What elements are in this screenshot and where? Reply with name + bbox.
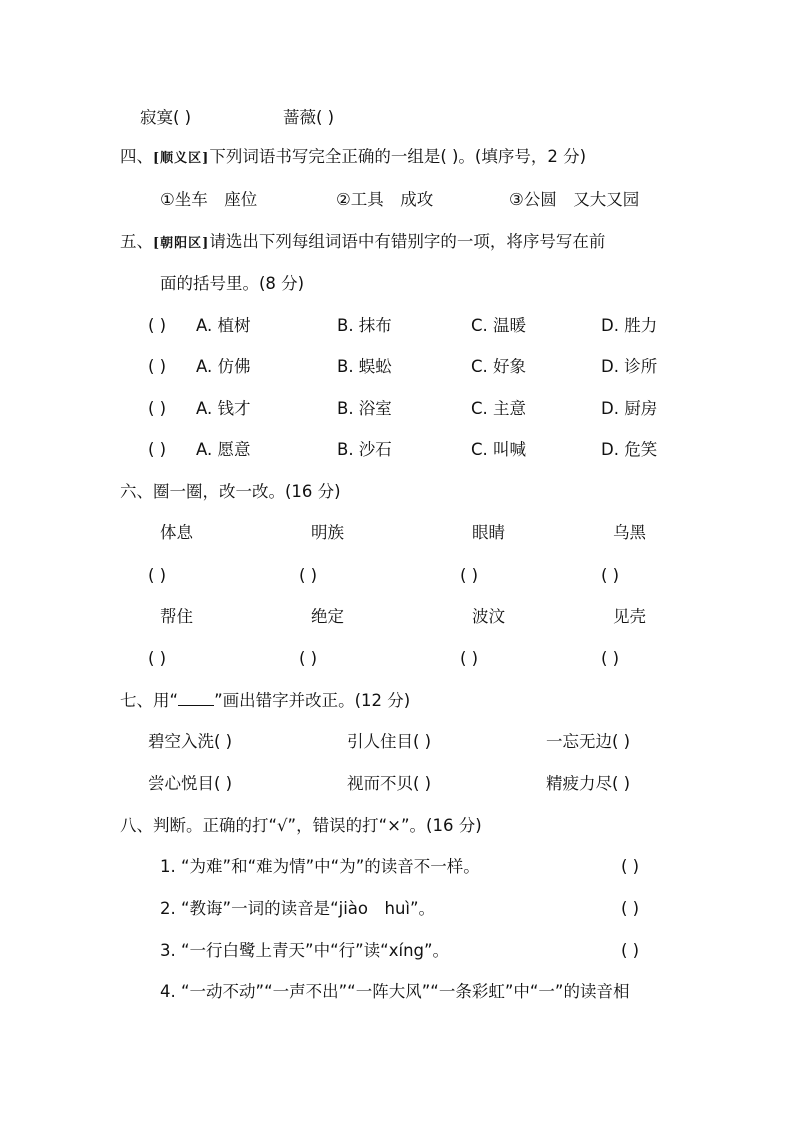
q7-bracket[interactable]: ( ) xyxy=(214,774,233,793)
question-8: 八、判断。正确的打“√”，错误的打“×”。(16 分) xyxy=(120,816,482,835)
q7-item xyxy=(148,773,232,795)
question-text: 下列词语书写完全正确的一组是( )。(填序号，2 分) xyxy=(209,147,587,166)
q7-bracket[interactable]: ( ) xyxy=(612,774,631,793)
option-c: C. 温暖 xyxy=(471,316,527,335)
option-b: B. 沙石 xyxy=(337,440,392,459)
district-tag: [朝阳区] xyxy=(153,236,210,251)
q3-bracket-1[interactable]: ( ) xyxy=(173,108,192,127)
question-number: 五、 xyxy=(120,232,153,251)
district-tag: [顺义区] xyxy=(153,151,210,166)
q6-word: 帮住 xyxy=(160,607,193,626)
q7-word: 精疲力尽 xyxy=(546,774,612,793)
q6-bracket[interactable]: ( ) xyxy=(601,649,620,668)
q8-bracket[interactable]: ( ) xyxy=(621,899,640,918)
q7-item xyxy=(546,731,630,753)
option-d: D. 胜力 xyxy=(601,316,658,335)
option-b: B. 浴室 xyxy=(337,399,392,418)
option-c: C. 好象 xyxy=(471,357,527,376)
q6-word: 波汶 xyxy=(472,607,505,626)
q7-item xyxy=(347,773,431,795)
q6-bracket[interactable]: ( ) xyxy=(148,566,167,585)
q7-word: 视而不贝 xyxy=(347,774,413,793)
q6-word: 绝定 xyxy=(311,607,344,626)
q8-bracket[interactable]: ( ) xyxy=(621,941,640,960)
q6-word: 体息 xyxy=(160,523,193,542)
option-d: D. 危笑 xyxy=(601,440,658,459)
q7-bracket[interactable]: ( ) xyxy=(413,732,432,751)
answer-bracket[interactable]: ( ) xyxy=(148,357,167,376)
q3-word-1: 寂寞 xyxy=(140,108,173,127)
q6-word: 明族 xyxy=(311,523,344,542)
q6-bracket[interactable]: ( ) xyxy=(460,566,479,585)
q7-bracket[interactable]: ( ) xyxy=(214,732,233,751)
option-b: B. 蜈蚣 xyxy=(337,357,392,376)
question-text-prefix: 七、用“ xyxy=(120,691,179,710)
option-d: D. 厨房 xyxy=(601,399,658,418)
q6-bracket[interactable]: ( ) xyxy=(601,566,620,585)
q8-statement: 4. “一动不动”“一声不出”“一阵大风”“一条彩虹”中“一”的读音相 xyxy=(160,982,630,1001)
option-b: B. 抹布 xyxy=(337,316,392,335)
question-text-suffix: ”画出错字并改正。(12 分) xyxy=(214,691,411,710)
q3-word-2: 蔷薇 xyxy=(283,108,316,127)
option-a: A. 植树 xyxy=(196,316,251,335)
q7-word: 引人住目 xyxy=(347,732,413,751)
q6-bracket[interactable]: ( ) xyxy=(299,566,318,585)
question-6: 六、圈一圈，改一改。(16 分) xyxy=(120,482,341,501)
question-text-line1: 请选出下列每组词语中有错别字的一项，将序号写在前 xyxy=(209,232,606,251)
q8-statement: 1. “为难”和“难为情”中“为”的读音不一样。 xyxy=(160,857,480,876)
option-a: A. 愿意 xyxy=(196,440,251,459)
q4-option-2: ②工具 成攻 xyxy=(336,190,434,209)
option-c: C. 主意 xyxy=(471,399,527,418)
q3-bracket-2[interactable]: ( ) xyxy=(316,108,335,127)
q4-option-1: ①坐车 座位 xyxy=(160,190,258,209)
q4-option-3: ③公圆 又大又园 xyxy=(509,190,640,209)
question-5 xyxy=(120,231,605,255)
question-4 xyxy=(120,146,586,170)
answer-bracket[interactable]: ( ) xyxy=(148,399,167,418)
q8-statement: 2. “教诲”一词的读音是“jiào huì”。 xyxy=(160,899,436,918)
q7-item xyxy=(546,773,630,795)
q7-item xyxy=(347,731,431,753)
option-c: C. 叫喊 xyxy=(471,440,527,459)
question-number: 四、 xyxy=(120,147,153,166)
q7-item xyxy=(148,731,232,753)
q6-bracket[interactable]: ( ) xyxy=(299,649,318,668)
q6-word: 眼睛 xyxy=(472,523,505,542)
q6-bracket[interactable]: ( ) xyxy=(148,649,167,668)
q8-statement: 3. “一行白鹭上青天”中“行”读“xíng”。 xyxy=(160,941,450,960)
q7-word: 一忘无边 xyxy=(546,732,612,751)
question-5-line2: 面的括号里。(8 分) xyxy=(160,274,305,293)
q3-item-silence xyxy=(140,107,191,129)
q6-bracket[interactable]: ( ) xyxy=(460,649,479,668)
q8-bracket[interactable]: ( ) xyxy=(621,857,640,876)
q3-item-rose xyxy=(283,107,334,129)
option-a: A. 钱才 xyxy=(196,399,251,418)
q7-word: 尝心悦目 xyxy=(148,774,214,793)
q7-bracket[interactable]: ( ) xyxy=(612,732,631,751)
answer-bracket[interactable]: ( ) xyxy=(148,440,167,459)
q7-word: 碧空入洗 xyxy=(148,732,214,751)
q7-bracket[interactable]: ( ) xyxy=(413,774,432,793)
option-d: D. 诊所 xyxy=(601,357,658,376)
question-7 xyxy=(120,689,410,712)
underline-mark xyxy=(178,689,214,706)
answer-bracket[interactable]: ( ) xyxy=(148,316,167,335)
option-a: A. 仿佛 xyxy=(196,357,251,376)
q6-word: 见壳 xyxy=(613,607,646,626)
q6-word: 乌黑 xyxy=(613,523,646,542)
